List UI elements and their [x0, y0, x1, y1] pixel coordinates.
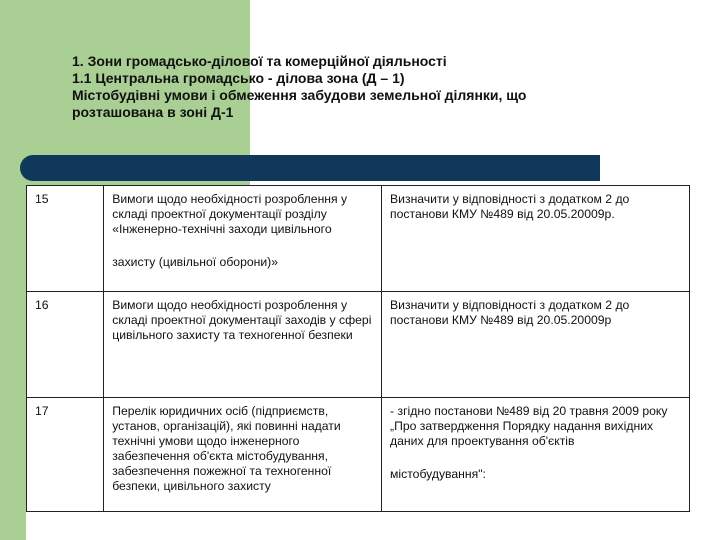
row-number: 15: [27, 186, 104, 292]
conditions-table: [26, 185, 690, 512]
value-cell: Визначити у відповідності з додатком 2 до постанови КМУ №489 від 20.05.20009р.: [382, 186, 690, 292]
heading-line-3: Містобудівні умови і обмеження забудови земельної ділянки, що: [72, 87, 527, 103]
heading-line-4: розташована в зоні Д-1: [72, 104, 234, 120]
document-heading: [72, 53, 672, 121]
row-number: 17: [27, 398, 104, 512]
value-cell: [382, 398, 690, 512]
heading-line-2: 1.1 Центральна громадсько - ділова зона (Д – 1): [72, 70, 405, 86]
requirement-cell: Вимоги щодо необхідності розроблення у складі проектної документації заходів у сфері цивільного захисту та техногенної безпеки: [104, 292, 382, 398]
requirement-cell: [104, 186, 382, 292]
green-side-strip: [0, 185, 26, 540]
requirement-text-continued: захисту (цивільної оборони)»: [112, 255, 279, 269]
heading-line-1: 1. Зони громадсько-ділової та комерційної діяльності: [72, 53, 447, 69]
value-text: - згідно постанови №489 від 20 травня 2009 року „Про затвердження Порядку надання вихідних даних для проектування об'єктів: [390, 404, 668, 448]
value-cell: Визначити у відповідності з додатком 2 до постанови КМУ №489 від 20.05.20009р: [382, 292, 690, 398]
table-row: [27, 186, 690, 292]
divider-bar: [20, 155, 600, 181]
table-row: [27, 398, 690, 512]
value-text-continued: містобудування":: [390, 467, 486, 481]
table-row: [27, 292, 690, 398]
requirement-cell: Перелік юридичних осіб (підприємств, установ, організацій), які повинні надати технічні умови щодо інженерного забезпечення об'єкта містобудування, забезпечення пожежної та техногенної безпеки, цивільного захисту: [104, 398, 382, 512]
requirement-text: Вимоги щодо необхідності розроблення у складі проектної документації розділу «Інженерно-технічні заходи цивільного: [112, 192, 348, 236]
row-number: 16: [27, 292, 104, 398]
